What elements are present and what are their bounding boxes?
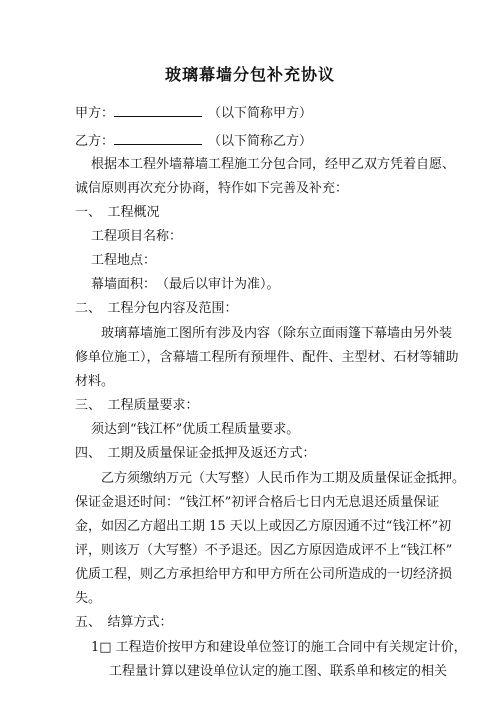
section-4-heading: 四、 工期及质量保证金抵押及返还方式： — [75, 446, 316, 461]
section-1-item-area: 幕墙面积： （最后以审计为准）。 — [91, 277, 280, 292]
party-b-blank — [114, 132, 202, 145]
section-3-heading: 三、 工程质量要求： — [75, 398, 199, 413]
party-a-line — [75, 104, 312, 122]
section-5-para-line-2: 工程量计算以建设单位认定的施工图、联系单和核定的相关 — [109, 664, 448, 679]
section-4-para-line-1: 乙方须缴纳万元（大写整）人民币作为工期及质量保证金抵押。 — [101, 471, 466, 486]
section-4-para-line-3: 金，如因乙方超出工期 15 天以上或因乙方原因通不过“钱江杯”初 — [75, 519, 452, 534]
party-a-blank — [114, 104, 202, 117]
intro-line-1: 根据本工程外墙幕墙工程施工分包合同，经甲乙双方凭着自愿、 — [91, 157, 456, 172]
section-4-para-line-4: 评，则该万（大写整）不予退还。因乙方原因造成评不上“钱江杯” — [75, 543, 453, 558]
section-2-heading: 二、 工程分包内容及范围： — [75, 301, 238, 316]
party-b-line — [75, 132, 312, 150]
section-5-heading: 五、 结算方式： — [75, 615, 173, 630]
section-1-item-location: 工程地点： — [91, 253, 157, 268]
party-a-note: （以下简称甲方） — [208, 106, 313, 121]
section-3-para: 须达到“钱江杯”优质工程质量要求。 — [91, 422, 300, 437]
section-1-heading: 一、 工程概况 — [75, 205, 160, 220]
party-b-note: （以下简称乙方） — [208, 134, 313, 149]
party-b-label: 乙方： — [75, 134, 115, 149]
section-2-para-line-2: 修单位施工），含幕墙工程所有预埋件、配件、主型材、石材等辅助 — [75, 350, 459, 365]
party-a-label: 甲方： — [75, 106, 115, 121]
section-4-para-line-2: 保证金退还时间：“钱江杯”初评合格后七日内无息退还质量保证 — [75, 495, 440, 510]
section-5-para-line-1: 1□ 工程造价按甲方和建设单位签订的施工合同中有关规定计价， — [91, 640, 467, 655]
section-1-item-project-name: 工程项目名称： — [91, 229, 183, 244]
section-4-para-line-6: 失。 — [75, 591, 102, 606]
document-title: 玻璃幕墙分包补充协议 — [164, 65, 335, 84]
section-2-para-line-1: 玻璃幕墙施工图所有涉及内容（除东立面雨篷下幕墙由另外装 — [101, 326, 453, 341]
section-2-para-line-3: 材料。 — [75, 374, 115, 389]
section-4-para-line-5: 优质工程，则乙方承担给甲方和甲方所在公司所造成的一切经济损 — [75, 567, 453, 582]
intro-line-2: 诚信原则再次充分协商，特作如下完善及补充： — [75, 181, 349, 196]
